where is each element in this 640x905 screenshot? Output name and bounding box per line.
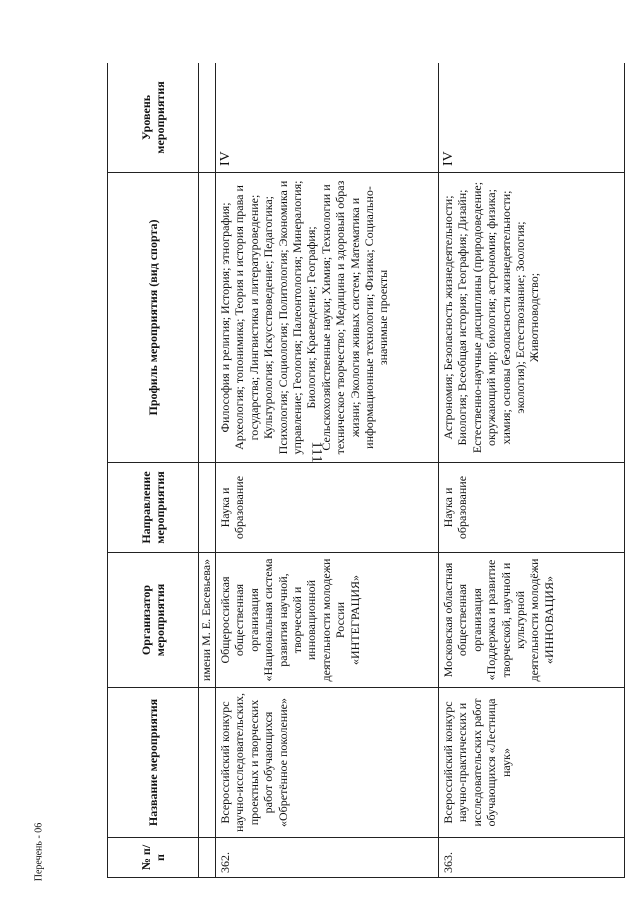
row-profile: Астрономия; Безопасность жизнедеятельности; Биология; Всеобщая история; География; Дизайн; Естественно-научные дисциплины (природоведение; окружающий мир; биология; астрономия; физика; химия; основы безопасности жизнедеятельности; экология); Естествознание; Зоология; Животноводство; [439,173,625,463]
cont-profile [199,173,216,463]
row-organizer: Московская областная общественная организация «Поддержка и развитие творческой, научной и культурной деятельности молодёжи «ИННОВАЦИЯ» [439,553,625,688]
header-profile: Профиль мероприятия (вид спорта) [108,173,199,463]
row-num: 362. [216,838,439,878]
row-direction: Наука и образование [216,463,439,553]
cont-direction [199,463,216,553]
row-name: Всероссийский конкурс научно-практических и исследовательских работ обучающихся «Лестница наук» [439,688,625,838]
header-level: Уровень мероприятия [108,63,199,173]
cont-organizer: имени М. Е. Евсевьева» [199,553,216,688]
table-sheet [107,63,625,878]
table-row [439,63,625,878]
continuation-row [199,63,216,878]
row-organizer: Общероссийская общественная организация «Национальная система развития научной, творческой и инновационной деятельности молодежи России «ИНТЕГРАЦИЯ» [216,553,439,688]
row-level: IV [216,63,439,173]
page-number: 111 [308,441,325,463]
header-num: № п/п [108,838,199,878]
header-direction: Направление мероприятия [108,463,199,553]
cont-level [199,63,216,173]
table-row [216,63,439,878]
cont-name [199,688,216,838]
row-direction: Наука и образование [439,463,625,553]
row-name: Всероссийский конкурс научно-исследовательских, проектных и творческих работ обучающихся «Обретённое поколение» [216,688,439,838]
footer-code: Перечень - 06 [33,822,45,882]
row-level: IV [439,63,625,173]
header-organizer: Организатор мероприятия [108,553,199,688]
rotated-table-container [107,63,625,878]
cont-num [199,838,216,878]
table-header-row [108,63,199,878]
row-num: 363. [439,838,625,878]
header-name: Название мероприятия [108,688,199,838]
row-profile: Философия и религия; История; этнография; Археология; топонимика; Теория и история права и государства; Лингвистика и литературоведение; Культурология; Искусствоведение; Педагогика; Психология; Социология; Политология; Экономика и управление; Геология; Палеонтология; Минералогия; Биология; Краеведение; География; Сельскохозяйственные науки; Химия; Технологии и техническое творчество; Медицина и здоровый образ жизни; Экология живых систем; Математика и информационные технологии; Физика; Социально-значимые проекты [216,173,439,463]
events-table [107,63,625,878]
